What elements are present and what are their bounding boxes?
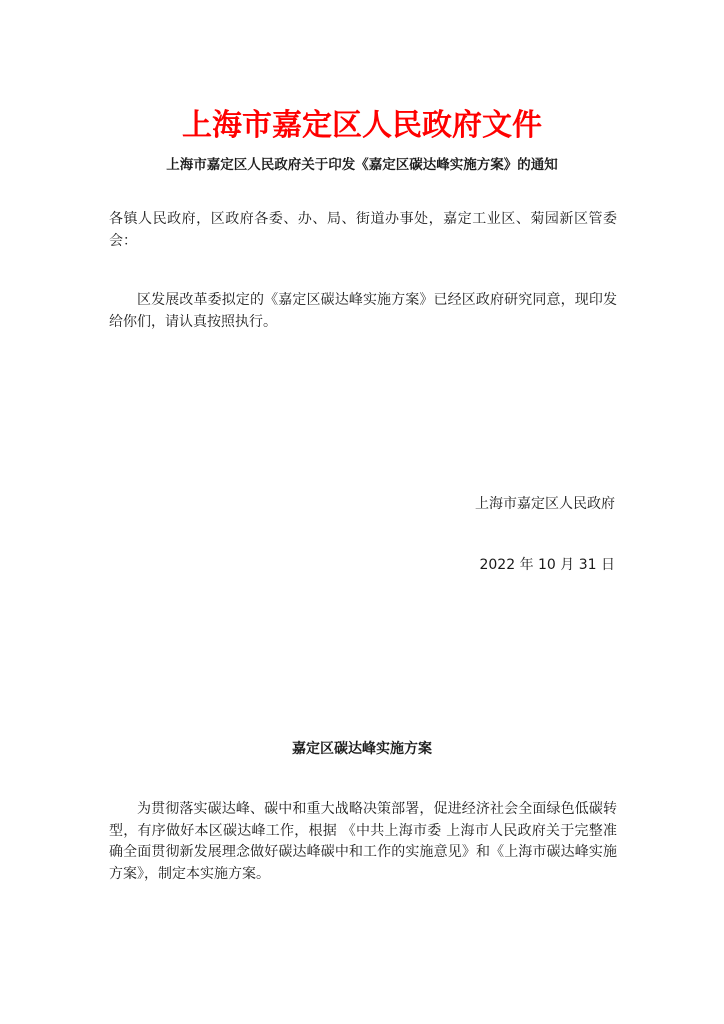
plan-title: 嘉定区碳达峰实施方案 xyxy=(292,741,432,757)
addressee-paragraph: 各镇人民政府，区政府各委、办、局、街道办事处，嘉定工业区、菊园新区管委会： xyxy=(109,211,617,249)
notice-title: 上海市嘉定区人民政府关于印发《嘉定区碳达峰实施方案》的通知 xyxy=(166,157,558,173)
plan-intro-paragraph: 为贯彻落实碳达峰、碳中和重大战略决策部署，促进经济社会全面绿色低碳转型，有序做好本区碳达峰工作，根据 《中共上海市委 上海市人民政府关于完整准确全面贯彻新发展理念做好碳达峰碳中和工作的实施意见》和《上海市碳达峰实施方案》，制定本实施方案。 xyxy=(109,801,617,882)
issue-date: 2022 年 10 月 31 日 xyxy=(479,557,615,573)
notice-body-paragraph: 区发展改革委拟定的《嘉定区碳达峰实施方案》已经区政府研究同意，现印发给你们，请认真按照执行。 xyxy=(109,292,617,330)
document-masthead: 上海市嘉定区人民政府文件 xyxy=(182,108,542,143)
issuer-signature: 上海市嘉定区人民政府 xyxy=(475,496,615,512)
